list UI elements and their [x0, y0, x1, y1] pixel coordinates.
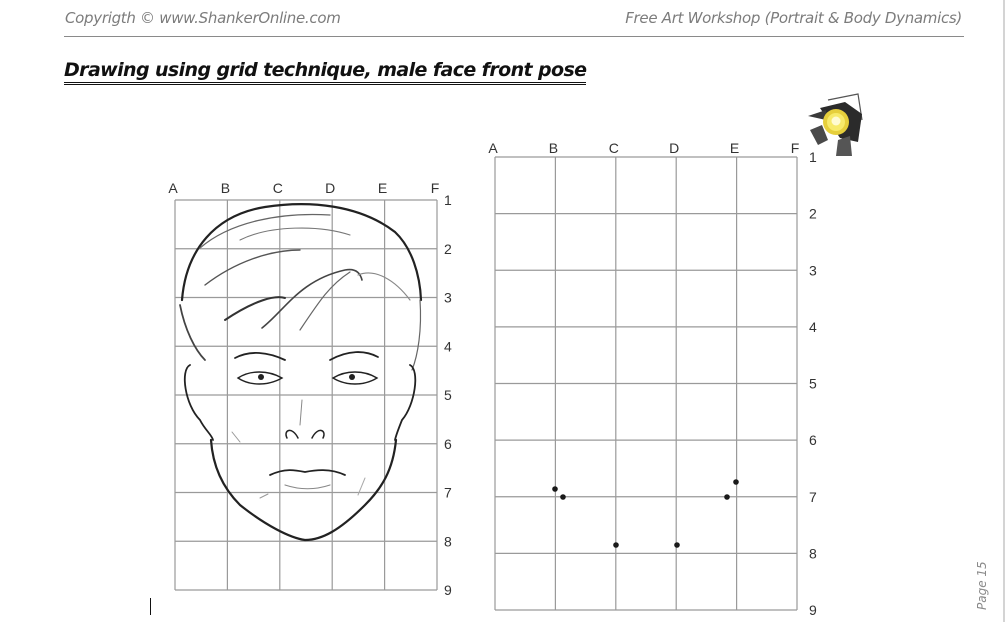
column-label: C — [272, 180, 283, 196]
spotlight-icon — [800, 90, 870, 160]
row-label: 1 — [809, 149, 817, 165]
copyright-text: Copyrigth © www.ShankerOnline.com — [65, 9, 341, 27]
column-label: A — [488, 140, 498, 156]
row-label: 6 — [809, 432, 817, 449]
column-label: D — [325, 180, 336, 196]
reference-grid — [168, 180, 452, 598]
row-label: 7 — [444, 484, 452, 501]
row-label: 5 — [444, 387, 452, 403]
row-label: 9 — [809, 602, 817, 618]
row-label: 1 — [444, 192, 452, 208]
row-label: 8 — [444, 533, 452, 550]
column-label: B — [548, 140, 559, 156]
column-label: D — [669, 140, 680, 156]
row-label: 2 — [444, 240, 452, 257]
row-label: 5 — [809, 375, 817, 392]
text-cursor — [150, 598, 151, 615]
row-label: 2 — [809, 205, 817, 222]
row-label: 3 — [809, 262, 817, 279]
guide-dot — [552, 486, 558, 492]
column-label: F — [790, 140, 800, 156]
page-number: Page 15 — [975, 561, 989, 610]
column-label: A — [168, 180, 178, 196]
column-label: B — [220, 180, 231, 196]
workshop-title: Free Art Workshop (Portrait & Body Dynamics) — [625, 9, 962, 27]
row-label: 7 — [809, 488, 817, 505]
guide-dot — [674, 542, 680, 548]
row-label: 3 — [444, 289, 452, 306]
guide-dot — [733, 479, 739, 485]
column-label: E — [377, 180, 388, 196]
column-label: E — [729, 140, 740, 156]
guide-dot — [560, 494, 566, 500]
row-label: 4 — [444, 338, 452, 355]
practice-grid — [488, 140, 817, 618]
guide-dot — [613, 542, 619, 548]
row-label: 8 — [809, 545, 817, 562]
column-label: F — [430, 180, 440, 196]
page-title: Drawing using grid technique, male face front pose — [64, 59, 586, 85]
row-label: 4 — [809, 318, 817, 335]
guide-dot — [724, 494, 730, 500]
row-label: 6 — [444, 435, 452, 452]
column-label: C — [608, 140, 619, 156]
row-label: 9 — [444, 582, 452, 598]
guide-points — [552, 479, 739, 548]
